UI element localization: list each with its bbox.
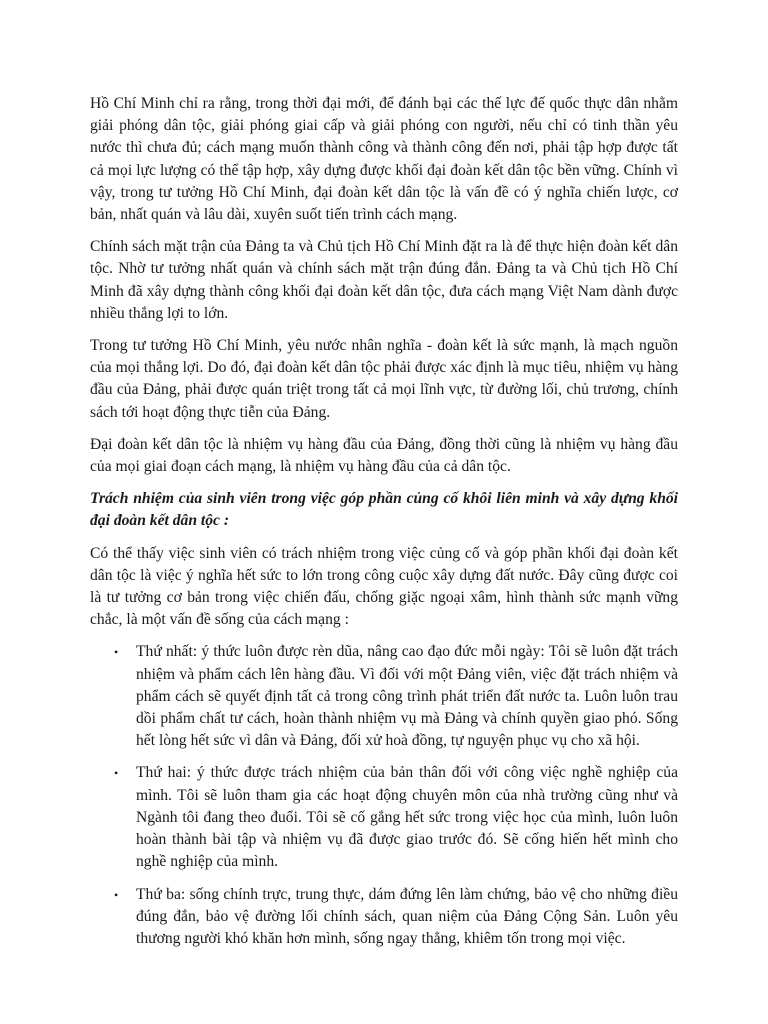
- bullet-icon: •: [114, 766, 119, 781]
- paragraph: Trong tư tưởng Hồ Chí Minh, yêu nước nhân nghĩa - đoàn kết là sức mạnh, là mạch nguồn của mọi thắng lợi. Do đó, đại đoàn kết dân tộc phải được xác định là mục tiêu, nhiệm vụ hàng đầu của Đảng, phải được quán triệt trong tất cả mọi lĩnh vực, từ đường lối, chủ trương, chính sách tới hoạt động thực tiễn của Đảng.: [90, 337, 678, 421]
- section-heading: Trách nhiệm của sinh viên trong việc góp phần củng cố khôi liên minh và xây dựng khối đại đoàn kết dân tộc :: [90, 490, 678, 530]
- paragraph: Đại đoàn kết dân tộc là nhiệm vụ hàng đầu của Đảng, đồng thời cũng là nhiệm vụ hàng đầu của mọi giai đoạn cách mạng, là nhiệm vụ hàng đầu của cả dân tộc.: [90, 435, 678, 476]
- list-item-text: Thứ hai: ý thức được trách nhiệm của bản thân đối với công việc nghề nghiệp của mình. Tôi sẽ luôn tham gia các hoạt động chuyên môn của nhà trường cũng như và Ngành tôi đang theo đuổi. Tôi sẽ cố gắng hết sức trong việc học của mình, luôn luôn hoàn thành bài tập và nhiệm vụ đã được giao trước đó. Sẽ cống hiến hết mình cho nghề nghiệp của mình.: [136, 764, 678, 871]
- bullet-icon: •: [114, 887, 119, 902]
- list-item: [114, 641, 678, 752]
- bullet-icon: •: [114, 645, 119, 660]
- list-item-text: Thứ ba: sống chính trực, trung thực, dám đứng lên làm chứng, bảo vệ cho những điều đúng đắn, bảo vệ đường lối chính sách, quan niệm của Đảng Cộng Sản. Luôn yêu thương người khó khăn hơn mình, sống ngay thẳng, khiêm tốn trong mọi việc.: [136, 885, 678, 947]
- intro-paragraph: Có thể thấy việc sinh viên có trách nhiệm trong việc củng cố và góp phần khối đại đoàn kết dân tộc là việc ý nghĩa hết sức to lớn trong công cuộc xây dựng đất nước. Đây cũng được coi là tư tưởng cơ bản trong việc chiến đấu, chống giặc ngoại xâm, hình thành sức mạnh vững chắc, là một vấn đề sống của cách mạng :: [90, 544, 678, 629]
- list-item-text: Thứ nhất: ý thức luôn được rèn dũa, nâng cao đạo đức mỗi ngày: Tôi sẽ luôn đặt trách nhiệm và phẩm cách lên hàng đầu. Vì đối với một Đảng viên, việc đặt trách nhiệm và phẩm cách sẽ quyết định tất cả trong công trình phát triển đất nước ta. Luôn luôn trau dồi phẩm chất tư cách, hoàn thành nhiệm vụ mà Đảng và chính quyền giao phó. Sống hết lòng hết sức vì dân và Đảng, đối xử hoà đồng, tự nguyện phục vụ cho xã hội.: [136, 643, 678, 750]
- list-item: [114, 884, 678, 951]
- list-item: [114, 762, 678, 873]
- paragraph: Hồ Chí Minh chỉ ra rằng, trong thời đại mới, để đánh bại các thế lực đế quốc thực dân nhằm giải phóng dân tộc, giải phóng giai cấp và giải phóng con người, nếu chỉ có tinh thần yêu nước thì chưa đủ; cách mạng muốn thành công và thành công đến nơi, phải tập hợp được tất cả mọi lực lượng có thể tập hợp, xây dựng được khối đại đoàn kết dân tộc bền vững. Chính vì vậy, trong tư tưởng Hồ Chí Minh, đại đoàn kết dân tộc là vấn đề có ý nghĩa chiến lược, cơ bản, nhất quán và lâu dài, xuyên suốt tiến trình cách mạng.: [90, 95, 678, 224]
- paragraph: Chính sách mặt trận của Đảng ta và Chủ tịch Hồ Chí Minh đặt ra là để thực hiện đoàn kết dân tộc. Nhờ tư tưởng nhất quán và chính sách mặt trận đúng đắn. Đảng ta và Chủ tịch Hồ Chí Minh đã xây dựng thành công khối đại đoàn kết dân tộc, đưa cách mạng Việt Nam dành được nhiều thắng lợi to lớn.: [90, 238, 678, 322]
- bullet-list: [90, 641, 678, 950]
